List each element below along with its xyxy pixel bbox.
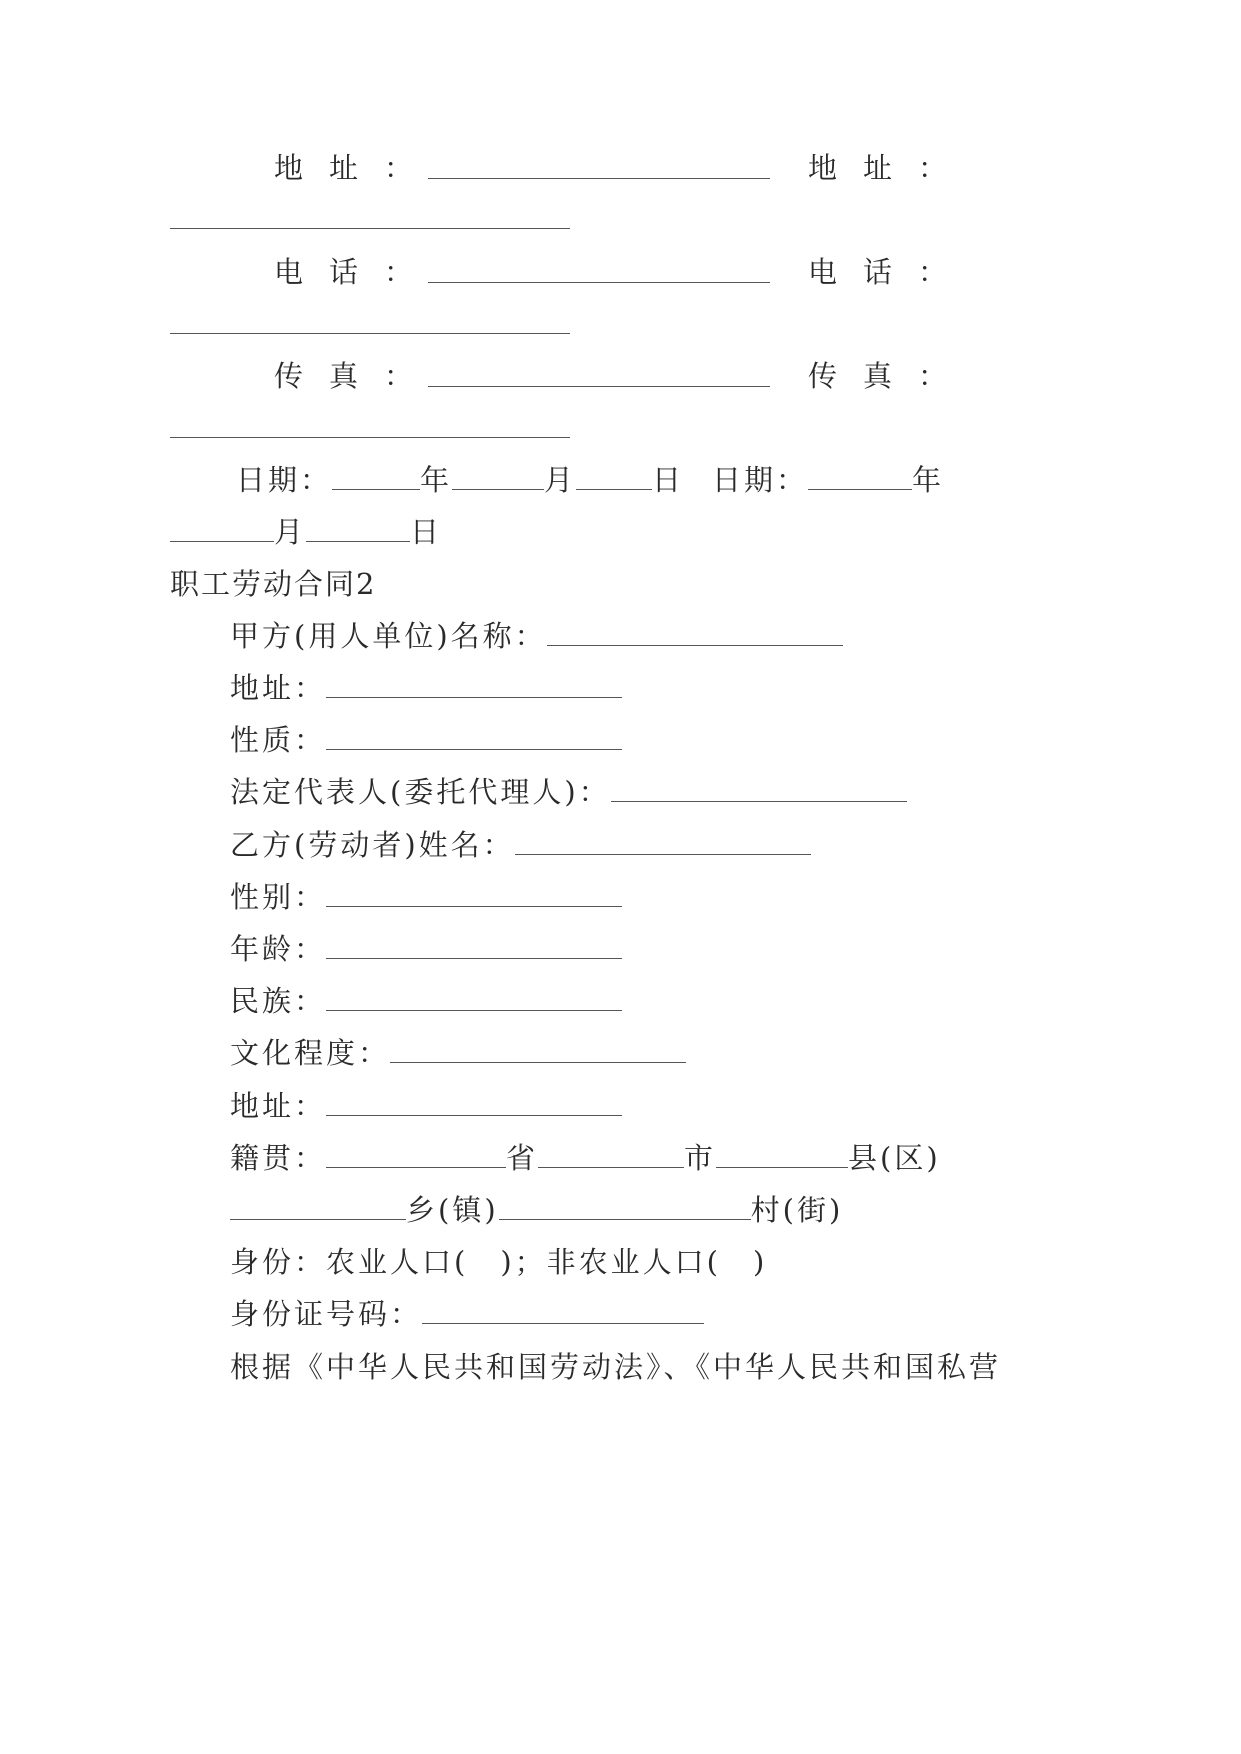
party-a-fax-blank[interactable] <box>428 386 770 387</box>
party-a-fax-label: 传真： <box>274 359 440 393</box>
contract-title: 职工劳动合同2 <box>170 567 377 601</box>
date-row-party-a <box>236 460 684 500</box>
identity-row: 身份：农业人口( )；非农业人口( ) <box>230 1245 768 1279</box>
employee-name-label: 乙方(劳动者)姓名： <box>230 828 515 862</box>
id-number-blank[interactable] <box>422 1301 704 1324</box>
year-blank[interactable] <box>332 467 420 490</box>
ethnicity-blank[interactable] <box>326 988 622 1011</box>
employer-name-label: 甲方(用人单位)名称： <box>230 619 547 653</box>
ethnicity-label: 民族： <box>230 984 327 1018</box>
year-label: 年 <box>912 463 945 497</box>
party-b-address-blank[interactable] <box>170 228 570 229</box>
employee-address-label: 地址： <box>230 1089 327 1123</box>
party-b-phone-blank[interactable] <box>170 333 570 334</box>
date-label: 日期： <box>712 463 809 497</box>
nature-row <box>230 720 622 760</box>
party-a-address-label: 地址： <box>274 151 440 185</box>
age-row <box>230 929 622 969</box>
ethnicity-row <box>230 981 622 1021</box>
native-place-row <box>230 1138 941 1178</box>
county-label: 县(区) <box>848 1141 941 1175</box>
month-blank[interactable] <box>170 519 274 542</box>
party-b-fax-blank[interactable] <box>170 437 570 438</box>
employee-name-blank[interactable] <box>515 832 811 855</box>
legal-rep-label: 法定代表人(委托代理人)： <box>230 775 611 809</box>
month-label: 月 <box>544 463 577 497</box>
date-label: 日期： <box>236 463 333 497</box>
legal-rep-row <box>230 772 907 812</box>
employer-address-label: 地址： <box>230 671 327 705</box>
education-blank[interactable] <box>390 1040 686 1063</box>
employer-address-row <box>230 668 622 708</box>
party-b-phone-label: 电话： <box>808 255 974 289</box>
day-label: 日 <box>410 515 443 549</box>
day-label: 日 <box>652 463 685 497</box>
day-blank[interactable] <box>576 467 652 490</box>
age-blank[interactable] <box>326 936 622 959</box>
id-number-label: 身份证号码： <box>230 1297 423 1331</box>
month-label: 月 <box>274 515 307 549</box>
gender-label: 性别： <box>230 880 327 914</box>
party-a-phone-label: 电话： <box>274 255 440 289</box>
id-number-row <box>230 1294 704 1334</box>
county-blank[interactable] <box>716 1145 848 1168</box>
basis-paragraph: 根据《中华人民共和国劳动法》、《中华人民共和国私营 <box>230 1350 1002 1384</box>
year-label: 年 <box>420 463 453 497</box>
date-row-party-b-cont <box>170 512 442 552</box>
gender-row <box>230 877 622 917</box>
gender-blank[interactable] <box>326 884 622 907</box>
employer-name-row <box>230 616 843 656</box>
education-label: 文化程度： <box>230 1036 391 1070</box>
year-blank[interactable] <box>808 467 912 490</box>
native-place-row-cont <box>230 1190 843 1230</box>
employee-address-blank[interactable] <box>326 1093 622 1116</box>
nature-label: 性质： <box>230 723 327 757</box>
township-blank[interactable] <box>230 1197 406 1220</box>
city-blank[interactable] <box>538 1145 684 1168</box>
education-row <box>230 1033 686 1073</box>
party-a-address-blank[interactable] <box>428 178 770 179</box>
employee-name-row <box>230 825 811 865</box>
day-blank[interactable] <box>306 519 410 542</box>
party-b-address-label: 地址： <box>808 151 974 185</box>
nature-blank[interactable] <box>326 727 622 750</box>
month-blank[interactable] <box>452 467 544 490</box>
village-blank[interactable] <box>499 1197 751 1220</box>
village-label: 村(街) <box>750 1193 844 1227</box>
legal-rep-blank[interactable] <box>611 779 907 802</box>
age-label: 年龄： <box>230 932 327 966</box>
city-label: 市 <box>684 1141 717 1175</box>
employee-address-row <box>230 1086 622 1126</box>
party-b-fax-label: 传真： <box>808 359 974 393</box>
party-a-phone-blank[interactable] <box>428 282 770 283</box>
township-label: 乡(镇) <box>406 1193 499 1227</box>
employer-name-blank[interactable] <box>547 623 843 646</box>
native-place-label: 籍贯： <box>230 1141 327 1175</box>
employer-address-blank[interactable] <box>326 675 622 698</box>
province-blank[interactable] <box>326 1145 506 1168</box>
date-row-party-b <box>712 460 944 500</box>
province-label: 省 <box>506 1141 539 1175</box>
